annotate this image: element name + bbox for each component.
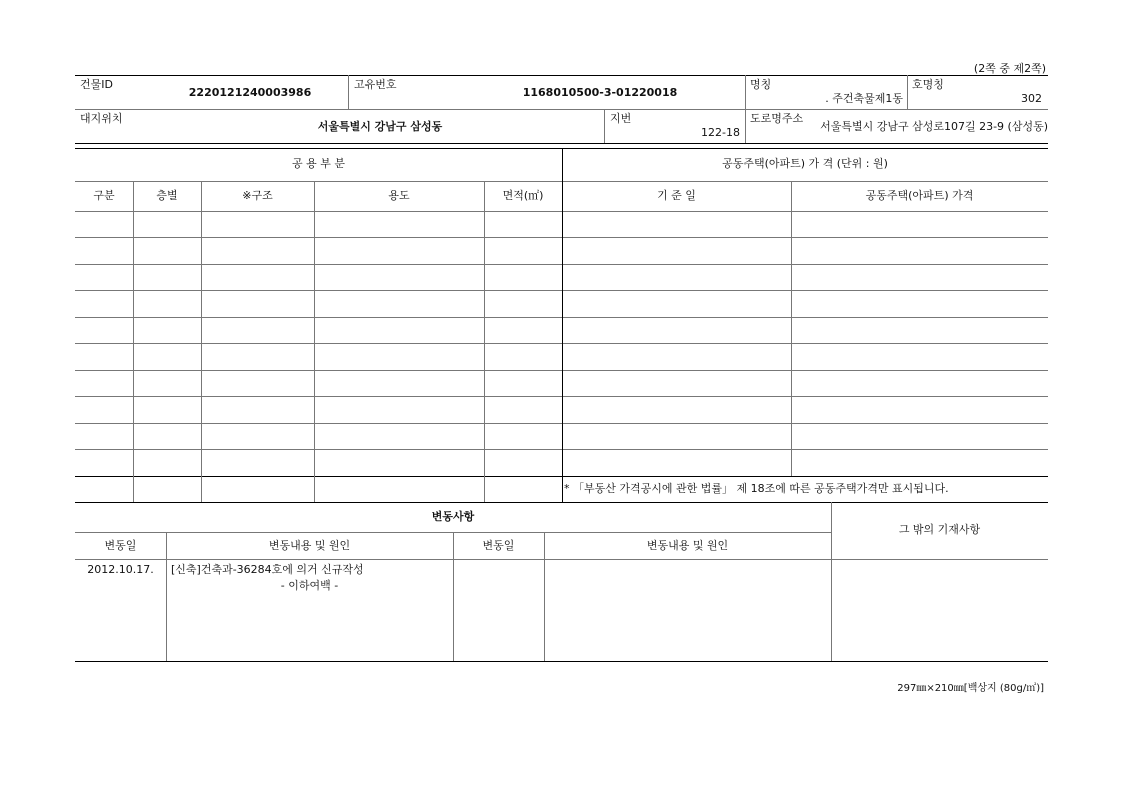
changes-bottom-border (75, 661, 1048, 662)
unique-no-value: 1168010500-3-01220018 (522, 86, 678, 99)
change-entry-content-end: - 이하여백 - (280, 579, 339, 592)
col-divider (314, 181, 315, 502)
header-bottom-border (75, 143, 1048, 144)
name-value: . 주건축물제1동 (825, 92, 903, 105)
road-address-label: 도로명주소 (750, 112, 804, 125)
col-divider (133, 181, 134, 502)
col-divider (201, 181, 202, 502)
col-header-structure: ※구조 (242, 189, 273, 202)
change-entry-date: 2012.10.17. (87, 563, 154, 576)
col-header-usage: 용도 (388, 189, 410, 202)
header-top-border (75, 75, 1048, 76)
grid-bottom-border (75, 502, 1048, 503)
site-value: 서울특별시 강남구 삼성동 (317, 120, 443, 133)
divider (907, 75, 908, 109)
road-address-value: 서울특별시 강남구 삼성로107길 23-9 (삼성동) (820, 120, 1048, 133)
col-header-category: 구분 (93, 189, 115, 202)
common-part-title: 공 용 부 분 (292, 157, 345, 170)
col-header-housing-price: 공동주택(아파트) 가격 (865, 189, 974, 202)
changes-col-content-1: 변동내용 및 원인 (268, 539, 351, 552)
changes-col-date-1: 변동일 (104, 539, 137, 552)
col-header-floor: 층별 (156, 189, 178, 202)
housing-price-title: 공동주택(아파트) 가 격 (단위 : 원) (722, 157, 888, 170)
unit-name-value: 302 (1021, 92, 1042, 105)
changes-col-date-2: 변동일 (482, 539, 515, 552)
site-label: 대지위치 (80, 112, 123, 125)
col-header-base-date: 기 준 일 (657, 189, 696, 202)
col-divider (791, 181, 792, 476)
divider (745, 109, 746, 143)
changes-header-border (75, 559, 1048, 560)
header-mid-border (75, 109, 1048, 110)
lot-label: 지번 (610, 112, 632, 125)
paper-note: 297㎜×210㎜[백상지 (80g/㎡)] (897, 683, 1044, 694)
change-entry-content: [신축]건축과-36284호에 의거 신규작성 (171, 563, 364, 576)
divider (745, 75, 746, 109)
other-items-title: 그 밖의 기재사항 (898, 523, 981, 536)
changes-col-content-2: 변동내용 및 원인 (646, 539, 729, 552)
col-divider (484, 181, 485, 502)
unique-no-label: 고유번호 (354, 78, 397, 91)
page-indicator: (2쪽 중 제2쪽) (973, 62, 1046, 75)
lot-value: 122-18 (701, 126, 740, 139)
divider (604, 109, 605, 143)
price-note: * 「부동산 가격공시에 관한 법률」 제 18조에 따른 공동주택가격만 표시됩니다. (564, 482, 949, 495)
changes-title: 변동사항 (431, 510, 475, 523)
name-label: 명칭 (750, 78, 772, 91)
col-header-area: 면적(㎡) (502, 189, 544, 202)
building-id-label: 건물ID (80, 78, 113, 91)
building-id-value: 2220121240003986 (188, 86, 312, 99)
unit-name-label: 호명칭 (912, 78, 944, 91)
